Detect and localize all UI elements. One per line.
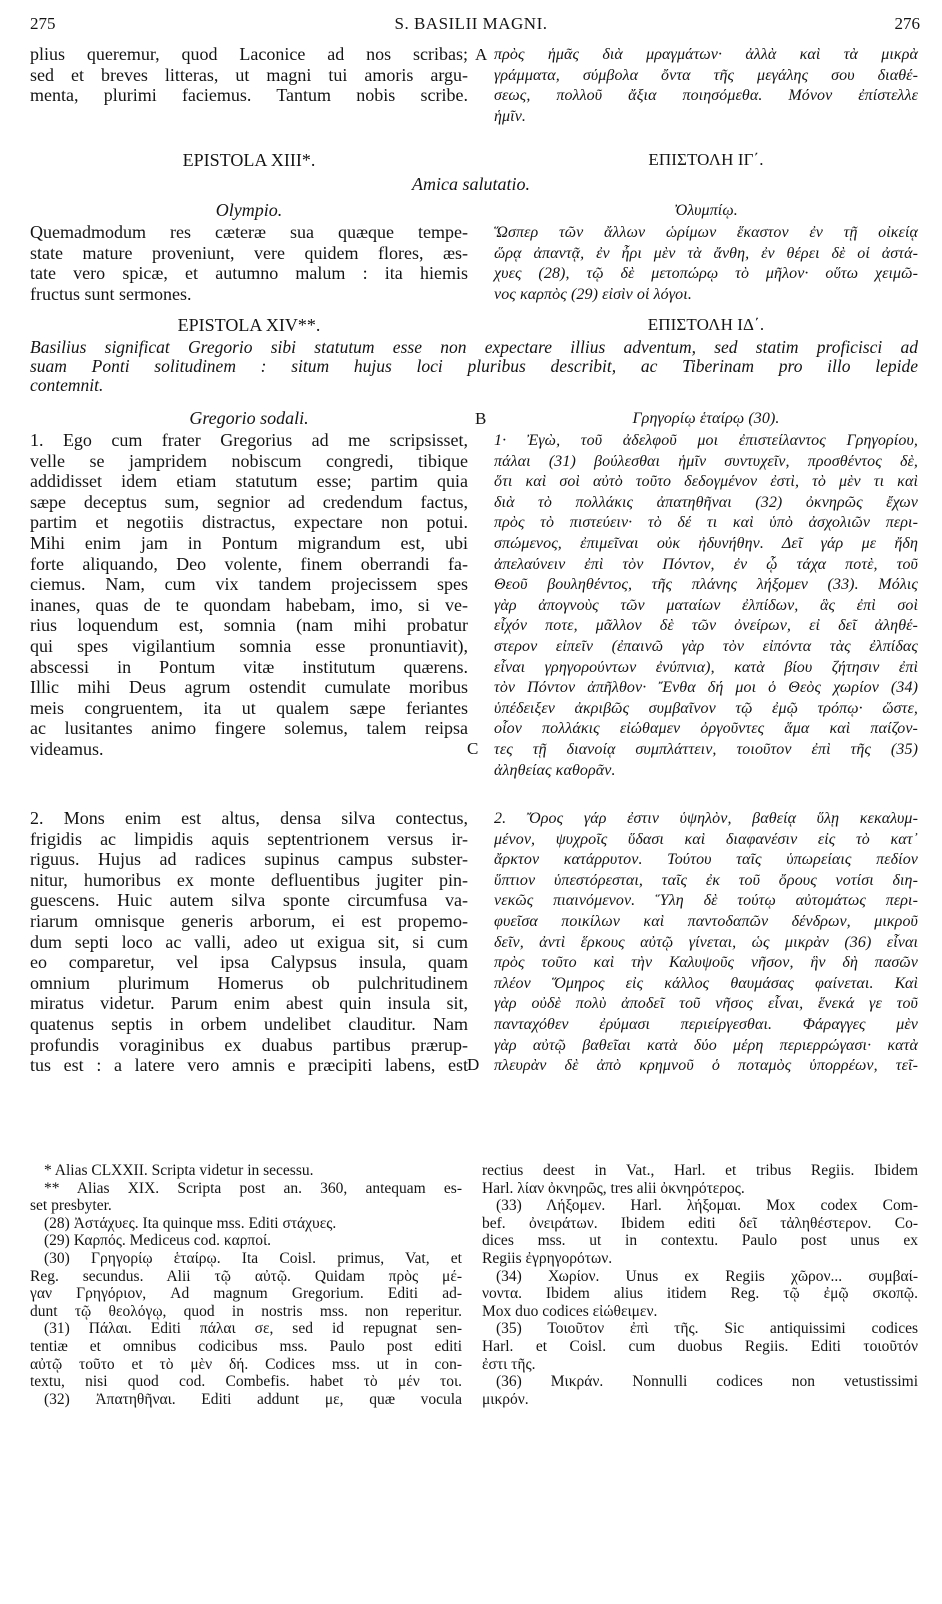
text-line: χυες (28), τῷ δὲ μετοπώρῳ τὸ μῆλον· οὕτω χειμῶ- bbox=[494, 265, 918, 283]
section-marker-d: D bbox=[467, 1055, 480, 1074]
section-marker-b: B bbox=[475, 409, 487, 428]
text-line: ὥρᾳ ἀπαντᾷ, ἐν ἦρι μὲν τὰ ἄνθη, ἐν θέρει δὲ οἱ ἀστά- bbox=[494, 244, 918, 262]
text-line: ἄρκτον κατάρρυτον. Τούτου ταῖς ὑπωρείαις πεδίον bbox=[494, 851, 918, 869]
footnote-line: dunt τῷ θεολόγῳ, quod in nostris mss. non reperitur. bbox=[30, 1302, 462, 1320]
text-line: γὰρ αὐτῷ βαθεῖαι κατὰ δύο μέρη περιερρώγασι· κατὰ bbox=[494, 1036, 918, 1054]
epistle-14-latin-addressee: Gregorio sodali. bbox=[189, 408, 309, 428]
text-line: miratus videtur. Parum enim abest quin insula sit, bbox=[30, 993, 468, 1014]
footnote-line: (31) Πάλαι. Editi πάλαι σε, sed id repugnat sen- bbox=[44, 1320, 462, 1338]
text-line: νεκῶς πιαινόμενον. Ὕλη δὲ τούτῳ αὐτομάτως περι- bbox=[494, 892, 918, 910]
text-line: πρὸς τὸ πιστεύειν· τὸ δέ τι καὶ ὑπὸ ἀσχολιῶν περι- bbox=[494, 514, 918, 532]
text-line: 1. Ego cum frater Gregorius ad me scripsisset, bbox=[30, 430, 468, 450]
text-line: riarum omnisque generis arborum, ei est propemo- bbox=[30, 910, 468, 931]
text-line: γράμματα, σύμβολα ὄντα τῆς μεγάλης σου διαθέ- bbox=[494, 66, 918, 84]
text-line: fructus sunt sermones. bbox=[30, 283, 192, 304]
footnote-line: (28) Ἀστάχυες. Ita quinque mss. Editi στάχυες. bbox=[44, 1214, 337, 1232]
text-line: φυεῖσα ποικίλων καὶ παντοδαπῶν δένδρων, μικροῦ bbox=[494, 912, 918, 930]
text-line: δεῖν, ἀντὶ ἕρκους αὐτῷ γίνεται, ὡς μικρὰν (36) εἶναι bbox=[494, 933, 918, 951]
text-line: ac lusitantes animo fingere solemus, talem reipsa bbox=[30, 718, 468, 739]
text-line: contemnit. bbox=[30, 375, 104, 395]
footnote-line: (36) Μικράν. Nonnulli codices non vetustissimi bbox=[496, 1373, 918, 1391]
text-line: Illic mihi Deus agrum ostendit cumulate moribus bbox=[30, 677, 468, 698]
text-line: state mature proveniunt, vere quidem flores, æs- bbox=[30, 242, 468, 263]
text-line: sed et breves litteras, ut magni tui amoris argu- bbox=[30, 64, 468, 85]
footnote-line: tentiæ et omnibus codicibus mss. Paulo post editi bbox=[30, 1337, 462, 1355]
footnote-line: (35) Τοιοῦτον ἐπὶ τῆς. Sic antiquissimi codices bbox=[496, 1320, 918, 1338]
epistle-14-latin-title: EPISTOLA XIV**. bbox=[177, 315, 321, 335]
footnote-line: Harl. et Coisl. cum duobus Regiis. Editi τοιοῦτόν bbox=[482, 1337, 918, 1355]
footnote-line: (33) Λήξομεν. Harl. λήξομαι. Mox codex Com- bbox=[496, 1197, 918, 1215]
text-line: tate vero spicæ, et autumno malum : ita hiemis bbox=[30, 263, 468, 284]
text-line: guescens. Huic autem silva sponte circumfusa va- bbox=[30, 890, 468, 911]
text-line: σεως, πολλοῦ ἄξια ποιησόμεθα. Μόνον ἐπίστελλε bbox=[494, 87, 918, 105]
epistle-14-latin-paragraph-2 bbox=[30, 808, 468, 1076]
epistle-14-greek-paragraph-2 bbox=[494, 809, 918, 1077]
text-line: partim et negotiis distractus, expectare non potui. bbox=[30, 512, 468, 533]
text-line: Basilius significat Gregorio sibi statutum esse non expectare illius adventum, sed statim proficisci ad bbox=[30, 337, 918, 357]
footnote-line: (29) Καρπός. Mediceus cod. καρποί. bbox=[44, 1232, 272, 1250]
footnote-line: ἐστι τῆς. bbox=[482, 1355, 536, 1373]
text-line: πλέον Ὅμηρος εἰς κάλλος θαυμάσας φαίνεται. Καὶ bbox=[494, 974, 918, 992]
footnote-line: Regiis ἐγρηγορότων. bbox=[482, 1249, 613, 1267]
text-line: Mihi enim jam in Pontum migrandum est, ubi bbox=[30, 532, 468, 553]
text-line: γὰρ ἀπογνοὺς τῶν ματαίων ἐλπίδων, ἃς ἐπὶ σοὶ bbox=[494, 596, 918, 614]
epistle-13-subject: Amica salutatio. bbox=[412, 174, 530, 194]
text-line: σπώμενος, ἐπιμεῖναι οὐκ ἠδυνήθην. Δεῖ γάρ με ἤδη bbox=[494, 534, 918, 552]
text-line: addidisset idem etiam statutum esse; partim quia bbox=[30, 471, 468, 492]
text-line: 2. Mons enim est altus, densa silva contectus, bbox=[30, 808, 468, 828]
text-line: οἷον πολλάκις εἰώθαμεν ὀργοῦντες ἅμα καὶ παίζον- bbox=[494, 720, 918, 738]
text-line: νος καρπὸς (29) εἰσὶν οἱ λόγοι. bbox=[494, 285, 692, 303]
text-line: velle se jampridem nobiscum congredi, tibique bbox=[30, 450, 468, 471]
epistle-14-greek-paragraph-1 bbox=[494, 431, 918, 781]
text-line: πάλαι (31) βούλεσθαι ἡμῖν συντυχεῖν, προσθέντος δὲ, bbox=[494, 452, 918, 470]
text-line: τες τῇ διανοίᾳ συμπλάττειν, τοιοῦτον ἐπὶ τῆς (35) bbox=[494, 740, 918, 758]
text-line: διὰ τὸ πολλάκις ἀπατηθῆναι (32) ὀκνηρῶς ἔχων bbox=[494, 493, 918, 511]
prev-epistle-greek bbox=[494, 45, 918, 127]
epistle-13-greek-addressee: Ὀλυμπίῳ. bbox=[674, 202, 738, 219]
epistle-13-latin-title: EPISTOLA XIII*. bbox=[182, 150, 316, 170]
text-line: abscessi in Pontum vitæ institutum quærens. bbox=[30, 656, 468, 677]
section-marker-a: A bbox=[475, 45, 488, 64]
footnote-line: (30) Γρηγορίῳ ἑταίρῳ. Ita Coisl. primus, Vat, et bbox=[44, 1249, 462, 1267]
text-line: Ὥσπερ τῶν ἄλλων ὡρίμων ἕκαστον ἐν τῇ οἰκείᾳ bbox=[494, 224, 918, 241]
text-line: menta, plurimi faciemus. Tantum nobis scribe. bbox=[30, 85, 468, 106]
footnote-line: Harl. λίαν ὀκνηρῶς, tres alii ὀκνηρότερος. bbox=[482, 1179, 745, 1197]
text-line: ὕπτιον ὑπεστόρεσται, ταῖς ἐκ τοῦ ὄρους νοτίσι διη- bbox=[494, 871, 918, 889]
text-line: ὅτι καὶ σοὶ αὐτὸ τοῦτο δεδογμένον ἐστὶ, τὸ μὲν τι καὶ bbox=[494, 473, 918, 491]
text-line: eo comparetur, vel ipsa Calypsus insula, quam bbox=[30, 952, 468, 973]
footnote-line: textu, nisi quod cod. Combefis. habet τὸ μέν τοι. bbox=[30, 1373, 462, 1391]
text-line: ἡμῖν. bbox=[494, 107, 527, 125]
text-line: plius queremur, quod Laconice ad nos scribas; bbox=[30, 44, 468, 64]
footnote-line: ** Alias XIX. Scripta post an. 360, antequam es- bbox=[44, 1179, 462, 1197]
epistle-14-greek-addressee: Γρηγορίῳ ἑταίρῳ (30). bbox=[632, 410, 780, 427]
text-line: πρὸς ἡμᾶς διὰ μραγμάτων· ἀλλὰ καὶ τὰ μικρὰ bbox=[494, 46, 918, 63]
text-line: στερον εἰπεῖν (ἐπαινῶ γὰρ τὸν εἰπόντα τὰς ἐλπίδας bbox=[494, 637, 918, 655]
page-number-left: 275 bbox=[30, 14, 56, 33]
footnote-line: (34) Χωρίον. Unus ex Regiis χῶρον... συμβαί- bbox=[496, 1267, 918, 1285]
footnote-line: Mox duo codices εἰώθειμεν. bbox=[482, 1302, 658, 1320]
text-line: πανταχόθεν ἐρύμασι περιείργεσθαι. Φάραγγες μὲν bbox=[494, 1015, 918, 1033]
text-line: τὸν Πόντον ἀπῆλθον· Ἔνθα δή μοι ὁ Θεὸς χωρίον (34) bbox=[494, 679, 918, 697]
prev-epistle-latin bbox=[30, 44, 468, 106]
text-line: Quemadmodum res cæteræ sua quæque tempe- bbox=[30, 222, 468, 242]
footnotes-left bbox=[30, 1162, 462, 1408]
text-line: profundis voraginibus ex duabus partibus prærup- bbox=[30, 1034, 468, 1055]
text-line: nitur, humoribus ex monte defluentibus jugiter pin- bbox=[30, 869, 468, 890]
text-line: ὑπέδειξεν ἀκριβῶς συμβαῖνον τῷ ἐμῷ τρόπῳ· ὥστε, bbox=[494, 699, 918, 717]
text-line: dum septi loco ac valli, adeo ut exigua sit, si cum bbox=[30, 931, 468, 952]
text-line: sæpe deceptus sum, segnior ad credendum factus, bbox=[30, 491, 468, 512]
footnote-line: (32) Ἀπατηθῆναι. Editi addunt με, quæ vocula bbox=[44, 1390, 462, 1408]
footnote-line: * Alias CLXXII. Scripta videtur in secessu. bbox=[44, 1162, 314, 1179]
footnote-line: bef. ὀνειράτων. Ibidem editi δεῖ τἀληθέστερον. Co- bbox=[482, 1214, 918, 1232]
epistle-14-summary bbox=[30, 338, 918, 395]
epistle-14-greek-title: ΕΠΙΣΤΟΛΗ ΙΔ΄. bbox=[647, 315, 765, 334]
text-line: πλευρὰν δὲ ἀπὸ κρημνοῦ ὁ ποταμὸς ὑπορρέων, τεῖ- bbox=[494, 1057, 918, 1075]
epistle-13-latin-text bbox=[30, 222, 468, 304]
footnote-line: γαν Γρηγόριον, Ad magnum Gregorium. Editi ad- bbox=[30, 1285, 462, 1303]
epistle-13-latin-addressee: Olympio. bbox=[215, 200, 283, 220]
section-marker-c: C bbox=[467, 739, 479, 758]
text-line: riguus. Hujus ad radices supinus campus subster- bbox=[30, 849, 468, 870]
footnote-line: Reg. secundus. Alii τῷ αὐτῷ. Quidam πρὸς μέ- bbox=[30, 1267, 462, 1285]
footnote-line: νοντα. Ibidem alius itidem Reg. τῷ ἐμῷ σκοπῷ. bbox=[482, 1285, 918, 1303]
text-line: quatenus septis in orbem undelibet clauditur. Nam bbox=[30, 1013, 468, 1034]
text-line: tus est : a latere vero amnis e præcipiti labens, est bbox=[30, 1055, 468, 1076]
text-line: ciemus. Nam, cum vix tandem projecissem spes bbox=[30, 574, 468, 595]
footnote-line: dices mss. ut in contextu. Paulo post unus ex bbox=[482, 1232, 918, 1250]
footnotes-right bbox=[482, 1162, 918, 1408]
page-number-right: 276 bbox=[894, 14, 920, 33]
footnote-line: αὐτῷ τοῦτο et τὸ μὲν δή. Codices mss. ut in con- bbox=[30, 1355, 462, 1373]
text-line: μένον, ψυχροῖς ὕδασι καὶ διαφανέσιν εἰς τὸ κατ᾽ bbox=[494, 830, 918, 848]
text-line: εἶναι γρηγορούντων ἐνύπνια), κατὰ βίου ζήτησιν ἐπὶ bbox=[494, 658, 918, 676]
footnote-line: set presbyter. bbox=[30, 1197, 112, 1215]
text-line: frigidis ac limpidis aquis septentrionem versus ir- bbox=[30, 828, 468, 849]
epistle-13-greek-text bbox=[494, 223, 918, 305]
footnote-line: rectius deest in Vat., Harl. et tribus Regiis. Ibidem bbox=[482, 1162, 918, 1179]
footnote-line: μικρόν. bbox=[482, 1390, 529, 1408]
text-line: forte aliquando, Deo volente, finem oberrandi fa- bbox=[30, 553, 468, 574]
text-line: ἀληθείας καθορᾶν. bbox=[494, 761, 616, 779]
text-line: γὰρ οὐδὲ πολὺ ἀποδεῖ τοῦ νῆσος εἶναι, ἕνεκά γε τοῦ bbox=[494, 995, 918, 1013]
text-line: πρὸς τοῦτο καὶ τὴν Καλυψοῦς νῆσον, ἣν δὴ πασῶν bbox=[494, 954, 918, 972]
epistle-13-greek-title: ΕΠΙΣΤΟΛΗ ΙΓ΄. bbox=[648, 150, 764, 169]
text-line: 1· Ἐγὼ, τοῦ ἀδελφοῦ μοι ἐπιστείλαντος Γρηγορίου, bbox=[494, 432, 918, 449]
text-line: inanes, quas de te quondam habebam, imo, si ve- bbox=[30, 594, 468, 615]
text-line: qui spes vigilantium somnia esse pronuntiavit), bbox=[30, 635, 468, 656]
running-head: S. BASILII MAGNI. bbox=[394, 14, 548, 33]
text-line: videamus. bbox=[30, 738, 104, 759]
text-line: Θεοῦ βουληθέντος, τῆς πλάνης λήξομεν (33). Μόλις bbox=[494, 576, 918, 594]
text-line: meis congruentem, ita ut qualem sæpe feriantes bbox=[30, 697, 468, 718]
epistle-14-latin-paragraph-1 bbox=[30, 430, 468, 760]
text-line: εἶχόν ποτε, μᾶλλον δὲ τῶν ὀνείρων, εἰ δεῖ ἀληθέ- bbox=[494, 617, 918, 635]
text-line: omnium plurimum Homerus ob pulchritudinem bbox=[30, 972, 468, 993]
text-line: 2. Ὄρος γάρ ἐστιν ὑψηλὸν, βαθείᾳ ὕλῃ κεκαλυμ- bbox=[494, 810, 918, 827]
text-line: suam Ponti solitudinem : situm hujus loci pluribus describit, ac Tiberinam pro illo lepide bbox=[30, 356, 918, 376]
text-line: rius loquendum est, somnia (nam mihi probatur bbox=[30, 615, 468, 636]
text-line: ἀπελαύνειν ἐπὶ τὸν Πόντον, ἐν ᾧ τάχα ποτὲ, τοῦ bbox=[494, 555, 918, 573]
